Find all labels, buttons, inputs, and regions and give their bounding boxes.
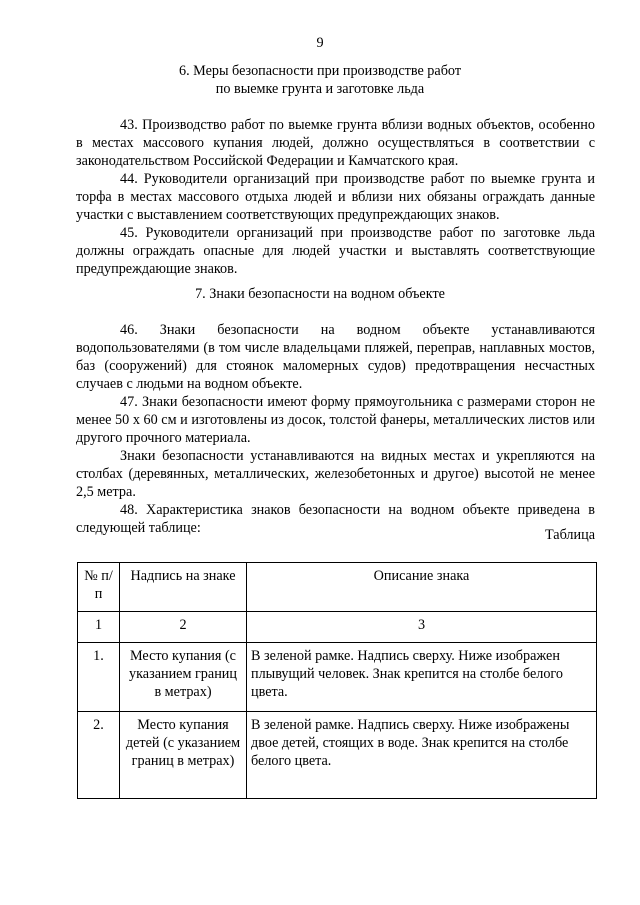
- paragraph-45: 45. Руководители организаций при производстве работ по заготовке льда должны ограждать опасные для людей участки и выставлять соответствующие предупреждающие знаков.: [76, 225, 595, 277]
- signs-table: [77, 562, 597, 799]
- table-header-row: [78, 563, 597, 612]
- section-7-title: 7. Знаки безопасности на водном объекте: [195, 286, 445, 302]
- row-sign-text: Место купания (с указанием границ в метрах): [120, 643, 247, 712]
- page-number: 9: [316, 35, 324, 51]
- paragraph-48: 48. Характеристика знаков безопасности на водном объекте приведена в следующей таблице:: [76, 502, 595, 536]
- row-description: В зеленой рамке. Надпись сверху. Ниже изображен плывущий человек. Знак крепится на столбе белого цвета.: [247, 643, 597, 712]
- paragraph-46: 46. Знаки безопасности на водном объекте устанавливаются водопользователями (в том числе владельцами пляжей, переправ, наплавных мостов, баз (сооружений) для стоянок маломерных судов) предотвращения несчастных случаев с людьми на водном объекте.: [76, 322, 595, 392]
- table-row: [78, 643, 597, 712]
- section-6-title-line2: по выемке грунта и заготовке льда: [215, 81, 425, 97]
- row-number: 2.: [78, 712, 120, 799]
- column-number-3: 3: [247, 612, 597, 643]
- paragraph-43: 43. Производство работ по выемке грунта вблизи водных объектов, особенно в местах массового купания людей, должно осуществляться в соответствии с законодательством Российской Федерации и Камчатского края.: [76, 117, 595, 169]
- paragraph-47-cont: Знаки безопасности устанавливаются на видных местах и укрепляются на столбах (деревянных, металлических, железобетонных и другое) высотой не менее 2,5 метра.: [76, 448, 595, 500]
- header-number: № п/п: [78, 563, 120, 612]
- row-description: В зеленой рамке. Надпись сверху. Ниже изображены двое детей, стоящих в воде. Знак крепится на столбе белого цвета.: [247, 712, 597, 799]
- header-description: Описание знака: [247, 563, 597, 612]
- section-6-title-line1: 6. Меры безопасности при производстве работ: [178, 63, 462, 79]
- table-column-numbers-row: [78, 612, 597, 643]
- row-number: 1.: [78, 643, 120, 712]
- column-number-1: 1: [78, 612, 120, 643]
- table-label: Таблица: [544, 527, 595, 543]
- row-sign-text: Место купания детей (с указанием границ в метрах): [120, 712, 247, 799]
- header-sign-text: Надпись на знаке: [120, 563, 247, 612]
- section-7-body: [76, 321, 595, 537]
- section-6-body: [76, 116, 595, 278]
- column-number-2: 2: [120, 612, 247, 643]
- paragraph-47: 47. Знаки безопасности имеют форму прямоугольника с размерами сторон не менее 50 х 60 см и изготовлены из досок, толстой фанеры, металлических листов или другого прочного материала.: [76, 394, 595, 446]
- section-6-heading: [0, 62, 640, 98]
- paragraph-44: 44. Руководители организаций при производстве работ по выемке грунта и торфа в местах массового отдыха людей и вблизи них обязаны ограждать данные участки с выставлением соответствующих предупреждающих знаков.: [76, 171, 595, 223]
- table-row: [78, 712, 597, 799]
